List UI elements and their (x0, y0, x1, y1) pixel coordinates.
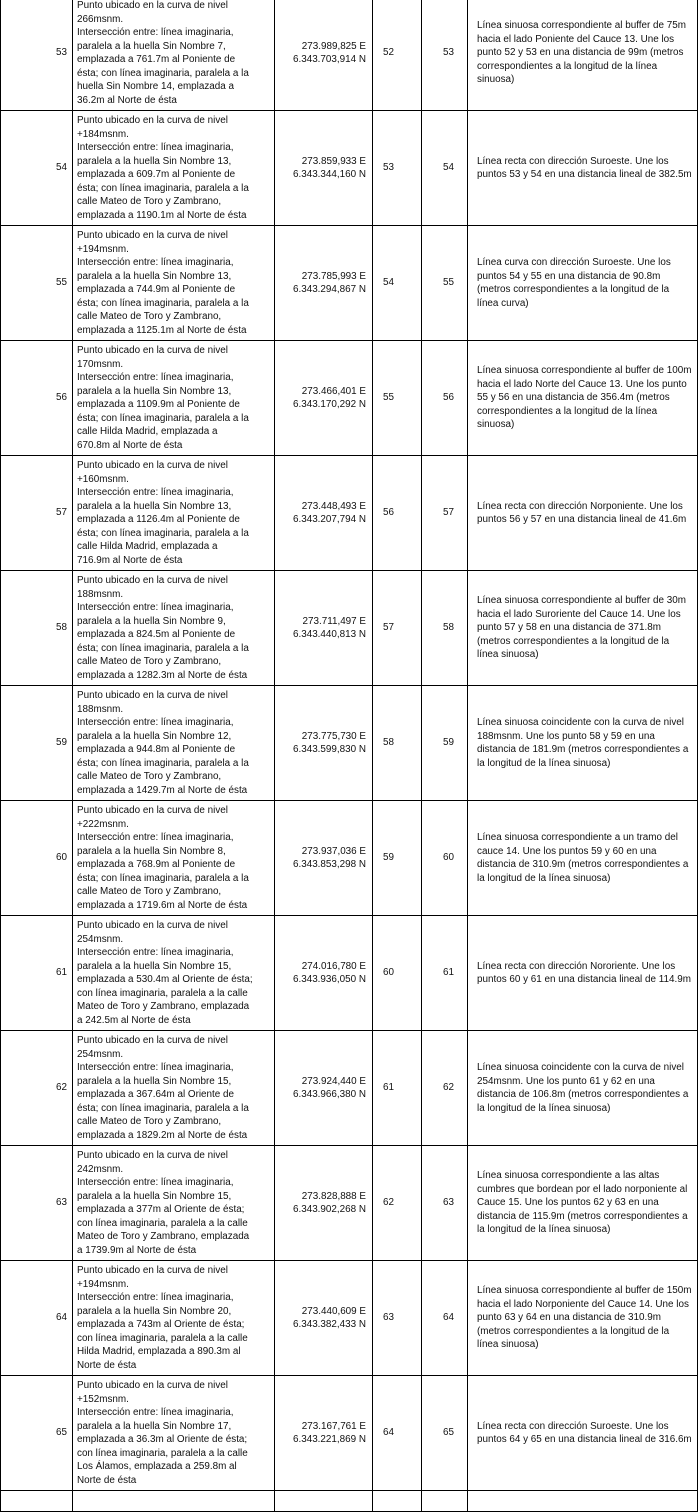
description-line: paralela a la huella Sin Nombre 13, (77, 270, 232, 282)
point-number: 59 (1, 686, 73, 801)
description-line: calle Hilda Madrid, emplazada a (77, 426, 218, 437)
description-line: emplazada a 768.9m al Poniente de (77, 859, 236, 870)
coordinate-north: 6.343.207,794 N (292, 514, 366, 525)
description-line: +194msnm. (77, 1278, 129, 1290)
description-line: paralela a la huella Sin Nombre 15, (77, 1075, 232, 1087)
point-coordinates (275, 1261, 373, 1376)
coordinate-north: 6.343.966,380 N (292, 1089, 366, 1100)
segment-description: Línea recta con dirección Suroeste. Une los puntos 64 y 65 en una distancia lineal de 316.6m (468, 1376, 698, 1491)
description-line: paralela a la huella Sin Nombre 12, (77, 730, 232, 742)
coordinate-east: 274.016,780 E (301, 960, 366, 972)
description-line: emplazada a 1109.9m al Poniente de (77, 399, 240, 410)
description-line: calle Mateo de Toro y Zambrano, (77, 771, 222, 782)
coordinate-north: 6.343.294,867 N (292, 284, 366, 295)
description-line: ésta; con línea imaginaria, paralela a la (77, 642, 249, 654)
coordinate-east: 273.711,497 E (302, 615, 366, 627)
description-line: Punto ubicado en la curva de nivel (77, 0, 228, 11)
description-line: con línea imaginaria, paralela a la calle (77, 1332, 248, 1344)
segment-from-point: 62 (373, 1146, 422, 1261)
description-line: Norte de ésta (77, 1474, 137, 1486)
table-row (1, 111, 698, 226)
description-line: emplazada a 36.3m al Oriente de ésta; (77, 1434, 248, 1445)
segment-from-point: 61 (373, 1031, 422, 1146)
point-coordinates (275, 341, 373, 456)
description-line: +184msnm. (77, 128, 129, 140)
point-description (73, 1261, 275, 1376)
description-line: emplazada a 743m al Oriente de ésta; (77, 1319, 245, 1330)
description-line: Mateo de Toro y Zambrano, emplazada (77, 1001, 250, 1012)
description-line: con línea imaginaria, paralela a la calle (77, 1447, 248, 1459)
description-line: emplazada a 1829.2m al Norte de ésta (77, 1129, 248, 1141)
description-line: huella Sin Nombre 14, emplazada a (77, 81, 234, 92)
description-line: Intersección entre: línea imaginaria, (77, 142, 234, 153)
description-line: Norte de ésta (77, 1359, 137, 1371)
coordinate-east: 273.859,933 E (301, 155, 366, 167)
description-line: Hilda Madrid, emplazada a 890.3m al (77, 1346, 241, 1357)
description-line: Intersección entre: línea imaginaria, (77, 27, 234, 38)
segment-from-point: 64 (373, 1376, 422, 1491)
description-line: calle Mateo de Toro y Zambrano, (77, 196, 222, 207)
point-coordinates (275, 111, 373, 226)
segment-from-point: 52 (373, 0, 422, 111)
point-description (73, 456, 275, 571)
point-coordinates (275, 1031, 373, 1146)
description-line: 36.2m al Norte de ésta (77, 94, 177, 106)
point-description (73, 341, 275, 456)
point-description (73, 571, 275, 686)
description-line: a 1739.9m al Norte de ésta (77, 1244, 197, 1256)
table-row-partial (1, 1491, 698, 1512)
segment-description: Línea sinuosa correspondiente a las altas cumbres que bordean por el lado norponiente al Cauce 15. Une los puntos 62 y 63 en una distancia de 115.9m (metros correspondientes a la longitud de la línea sinuosa) (468, 1146, 698, 1261)
point-number: 60 (1, 801, 73, 916)
coordinate-east: 273.937,036 E (301, 845, 366, 857)
point-coordinates (275, 916, 373, 1031)
segment-to-point: 63 (422, 1146, 468, 1261)
description-line: Punto ubicado en la curva de nivel (77, 690, 228, 701)
description-line: Mateo de Toro y Zambrano, emplazada (77, 1231, 250, 1242)
description-line: 716.9m al Norte de ésta (77, 554, 183, 566)
description-line: Intersección entre: línea imaginaria, (77, 947, 234, 958)
segment-to-point: 59 (422, 686, 468, 801)
description-line: Punto ubicado en la curva de nivel (77, 1035, 228, 1046)
table-row (1, 916, 698, 1031)
description-line: 254msnm. (77, 933, 124, 945)
table-row (1, 1031, 698, 1146)
coordinate-east: 273.989,825 E (301, 40, 366, 52)
description-line: emplazada a 1125.1m al Norte de ésta (77, 324, 247, 336)
description-line: Intersección entre: línea imaginaria, (77, 1062, 234, 1073)
description-line: paralela a la huella Sin Nombre 20, (77, 1305, 232, 1317)
segment-from-point: 53 (373, 111, 422, 226)
segment-to-point: 65 (422, 1376, 468, 1491)
description-line: Punto ubicado en la curva de nivel (77, 1265, 228, 1276)
description-line: +222msnm. (77, 818, 129, 830)
description-line: emplazada a 1282.3m al Norte de ésta (77, 669, 248, 681)
coordinate-east: 273.167,761 E (301, 1420, 366, 1432)
description-line: ésta; con línea imaginaria, paralela a la (77, 412, 249, 424)
empty-cell (275, 1491, 373, 1512)
description-line: 188msnm. (77, 703, 124, 715)
empty-cell (373, 1491, 422, 1512)
empty-cell (468, 1491, 698, 1512)
point-number: 61 (1, 916, 73, 1031)
table-body (1, 0, 698, 1512)
description-line: +160msnm. (77, 473, 129, 485)
point-description (73, 1146, 275, 1261)
description-line: ésta; con línea imaginaria, paralela a la (77, 757, 249, 769)
point-number: 53 (1, 0, 73, 111)
table-row (1, 0, 698, 111)
point-description (73, 0, 275, 111)
description-line: emplazada a 1429.7m al Norte de ésta (77, 784, 248, 796)
description-line: 188msnm. (77, 588, 124, 600)
point-number: 64 (1, 1261, 73, 1376)
description-line: calle Mateo de Toro y Zambrano, (77, 311, 222, 322)
segment-description: Línea sinuosa correspondiente al buffer de 100m hacia el lado Norte del Cauce 13. Une los punto 55 y 56 en una distancia de 356.4m (metros correspondientes a la longitud de la línea sinuosa) (468, 341, 698, 456)
coordinate-north: 6.343.936,050 N (292, 974, 366, 985)
description-line: paralela a la huella Sin Nombre 7, (77, 40, 226, 52)
description-line: Intersección entre: línea imaginaria, (77, 257, 234, 268)
description-line: 254msnm. (77, 1048, 124, 1060)
description-line: Punto ubicado en la curva de nivel (77, 805, 228, 816)
empty-cell (422, 1491, 468, 1512)
segment-description: Línea sinuosa correspondiente al buffer de 75m hacia el lado Poniente del Cauce 13. Une los punto 52 y 53 en una distancia de 99m (metros correspondientes a la longitud de la línea sinuosa) (468, 0, 698, 111)
description-line: emplazada a 744.9m al Poniente de (77, 284, 236, 295)
point-number: 56 (1, 341, 73, 456)
segment-description: Línea sinuosa correspondiente al buffer de 30m hacia el lado Suroriente del Cauce 14. Une los punto 57 y 58 en una distancia de 371.8m (metros correspondientes a la longitud de la línea sinuosa) (468, 571, 698, 686)
description-line: Intersección entre: línea imaginaria, (77, 717, 234, 728)
description-line: con línea imaginaria, paralela a la calle (77, 987, 248, 999)
segment-from-point: 60 (373, 916, 422, 1031)
segment-description: Línea recta con dirección Nororiente. Une los puntos 60 y 61 en una distancia lineal de 114.9m (468, 916, 698, 1031)
point-number: 63 (1, 1146, 73, 1261)
description-line: calle Mateo de Toro y Zambrano, (77, 886, 222, 897)
description-line: Intersección entre: línea imaginaria, (77, 1177, 234, 1188)
segment-description: Línea sinuosa correspondiente al buffer de 150m hacia el lado Norponiente del Cauce 14. Une los punto 63 y 64 en una distancia de 310.9m (metros correspondientes a la longitud de la línea sinuosa) (468, 1261, 698, 1376)
description-line: emplazada a 824.5m al Poniente de (77, 629, 236, 640)
segment-to-point: 53 (422, 0, 468, 111)
description-line: calle Mateo de Toro y Zambrano, (77, 656, 222, 667)
description-line: paralela a la huella Sin Nombre 15, (77, 960, 232, 972)
table-row (1, 686, 698, 801)
segment-from-point: 55 (373, 341, 422, 456)
point-coordinates (275, 1376, 373, 1491)
segment-to-point: 56 (422, 341, 468, 456)
description-line: calle Mateo de Toro y Zambrano, (77, 1116, 222, 1127)
description-line: emplazada a 761.7m al Poniente de (77, 54, 236, 65)
description-line: paralela a la huella Sin Nombre 9, (77, 615, 226, 627)
segment-description: Línea curva con dirección Suroeste. Une los puntos 54 y 55 en una distancia de 90.8m (metros correspondientes a la longitud de la línea curva) (468, 226, 698, 341)
segment-from-point: 59 (373, 801, 422, 916)
description-line: emplazada a 530.4m al Oriente de ésta; (77, 974, 253, 985)
coordinate-north: 6.343.703,914 N (292, 54, 366, 65)
description-line: Punto ubicado en la curva de nivel (77, 920, 228, 931)
description-line: Punto ubicado en la curva de nivel (77, 115, 228, 126)
segment-to-point: 55 (422, 226, 468, 341)
point-coordinates (275, 571, 373, 686)
table-row (1, 341, 698, 456)
description-line: ésta; con línea imaginaria, paralela a la (77, 1102, 249, 1114)
empty-cell (73, 1491, 275, 1512)
point-coordinates (275, 0, 373, 111)
point-coordinates (275, 1146, 373, 1261)
description-line: paralela a la huella Sin Nombre 15, (77, 1190, 232, 1202)
segment-to-point: 58 (422, 571, 468, 686)
description-line: Intersección entre: línea imaginaria, (77, 372, 234, 383)
segment-description: Línea sinuosa coincidente con la curva de nivel 254msnm. Une los punto 61 y 62 en una distancia de 106.8m (metros correspondientes a la longitud de la línea sinuosa) (468, 1031, 698, 1146)
coordinate-north: 6.343.344,160 N (292, 169, 366, 180)
point-coordinates (275, 686, 373, 801)
description-line: Punto ubicado en la curva de nivel (77, 1380, 228, 1391)
description-line: emplazada a 1126.4m al Poniente de (77, 514, 240, 525)
coordinate-east: 273.924,440 E (301, 1075, 366, 1087)
point-description (73, 1031, 275, 1146)
description-line: emplazada a 377m al Oriente de ésta; (77, 1204, 245, 1215)
point-number: 57 (1, 456, 73, 571)
description-line: 170msnm. (77, 358, 124, 370)
coordinate-east: 273.440,609 E (301, 1305, 366, 1317)
description-line: emplazada a 944.8m al Poniente de (77, 744, 236, 755)
segment-description: Línea recta con dirección Suroeste. Une los puntos 53 y 54 en una distancia lineal de 382.5m (468, 111, 698, 226)
point-coordinates (275, 801, 373, 916)
point-coordinates (275, 456, 373, 571)
coordinate-north: 6.343.170,292 N (292, 399, 366, 410)
description-line: 670.8m al Norte de ésta (77, 439, 183, 451)
description-line: con línea imaginaria, paralela a la calle (77, 1217, 248, 1229)
description-line: paralela a la huella Sin Nombre 8, (77, 845, 226, 857)
point-description (73, 111, 275, 226)
coordinate-east: 273.466,401 E (301, 385, 366, 397)
description-line: ésta; con línea imaginaria, paralela a la (77, 872, 249, 884)
coordinate-north: 6.343.902,268 N (292, 1204, 366, 1215)
table-row (1, 1146, 698, 1261)
description-line: Punto ubicado en la curva de nivel (77, 460, 228, 471)
point-number: 65 (1, 1376, 73, 1491)
table-row (1, 571, 698, 686)
description-line: emplazada a 609.7m al Poniente de (77, 169, 236, 180)
description-line: 266msnm. (77, 13, 124, 25)
segment-to-point: 64 (422, 1261, 468, 1376)
segment-description: Línea recta con dirección Norponiente. Une los puntos 56 y 57 en una distancia lineal de 41.6m (468, 456, 698, 571)
coordinate-north: 6.343.382,433 N (292, 1319, 366, 1330)
description-line: +152msnm. (77, 1393, 129, 1405)
point-number: 54 (1, 111, 73, 226)
segment-from-point: 58 (373, 686, 422, 801)
point-number: 55 (1, 226, 73, 341)
description-line: Intersección entre: línea imaginaria, (77, 1407, 234, 1418)
description-line: Intersección entre: línea imaginaria, (77, 487, 234, 498)
point-description (73, 226, 275, 341)
segment-from-point: 54 (373, 226, 422, 341)
coordinate-north: 6.343.853,298 N (292, 859, 366, 870)
segment-from-point: 56 (373, 456, 422, 571)
coordinate-north: 6.343.599,830 N (292, 744, 366, 755)
segment-to-point: 62 (422, 1031, 468, 1146)
description-line: emplazada a 1190.1m al Norte de ésta (77, 209, 247, 221)
description-line: ésta; con línea imaginaria, paralela a la (77, 67, 249, 79)
description-line: calle Hilda Madrid, emplazada a (77, 541, 218, 552)
description-line: ésta; con línea imaginaria, paralela a la (77, 182, 249, 194)
coordinate-east: 273.775,730 E (301, 730, 366, 742)
description-line: ésta; con línea imaginaria, paralela a la (77, 527, 249, 539)
description-line: ésta; con línea imaginaria, paralela a la (77, 297, 249, 309)
description-line: 242msnm. (77, 1163, 124, 1175)
description-line: Punto ubicado en la curva de nivel (77, 345, 228, 356)
table-row (1, 456, 698, 571)
point-number: 62 (1, 1031, 73, 1146)
segment-from-point: 63 (373, 1261, 422, 1376)
point-description (73, 686, 275, 801)
table-row (1, 226, 698, 341)
segment-from-point: 57 (373, 571, 422, 686)
segment-description: Línea sinuosa correspondiente a un tramo del cauce 14. Une los puntos 59 y 60 en una distancia de 310.9m (metros correspondientes a la longitud de la línea sinuosa) (468, 801, 698, 916)
table-row (1, 801, 698, 916)
segment-to-point: 61 (422, 916, 468, 1031)
point-description (73, 1376, 275, 1491)
segment-to-point: 54 (422, 111, 468, 226)
description-line: Punto ubicado en la curva de nivel (77, 230, 228, 241)
coordinate-east: 273.448,493 E (301, 500, 366, 512)
coordinate-east: 273.828,888 E (301, 1190, 366, 1202)
description-line: Intersección entre: línea imaginaria, (77, 1292, 234, 1303)
coordinate-north: 6.343.221,869 N (292, 1434, 366, 1445)
description-line: +194msnm. (77, 243, 129, 255)
point-description (73, 801, 275, 916)
coordinate-north: 6.343.440,813 N (292, 629, 366, 640)
segment-to-point: 57 (422, 456, 468, 571)
description-line: Punto ubicado en la curva de nivel (77, 1150, 228, 1161)
description-line: paralela a la huella Sin Nombre 13, (77, 500, 232, 512)
description-line: Punto ubicado en la curva de nivel (77, 575, 228, 586)
description-line: paralela a la huella Sin Nombre 13, (77, 155, 232, 167)
segment-to-point: 60 (422, 801, 468, 916)
description-line: Los Álamos, emplazada a 259.8m al (77, 1461, 237, 1472)
table-row (1, 1376, 698, 1491)
segment-description: Línea sinuosa coincidente con la curva de nivel 188msnm. Une los punto 58 y 59 en una distancia de 181.9m (metros correspondientes a la longitud de la línea sinuosa) (468, 686, 698, 801)
description-line: emplazada a 367.64m al Oriente de (77, 1089, 235, 1100)
description-line: paralela a la huella Sin Nombre 13, (77, 385, 232, 397)
coordinate-east: 273.785,993 E (301, 270, 366, 282)
point-description (73, 916, 275, 1031)
description-line: Intersección entre: línea imaginaria, (77, 602, 234, 613)
description-line: a 242.5m al Norte de ésta (77, 1014, 191, 1026)
description-line: emplazada a 1719.6m al Norte de ésta (77, 899, 248, 911)
description-line: Intersección entre: línea imaginaria, (77, 832, 234, 843)
empty-cell (1, 1491, 73, 1512)
point-coordinates (275, 226, 373, 341)
table-row (1, 1261, 698, 1376)
description-line: paralela a la huella Sin Nombre 17, (77, 1420, 232, 1432)
point-number: 58 (1, 571, 73, 686)
